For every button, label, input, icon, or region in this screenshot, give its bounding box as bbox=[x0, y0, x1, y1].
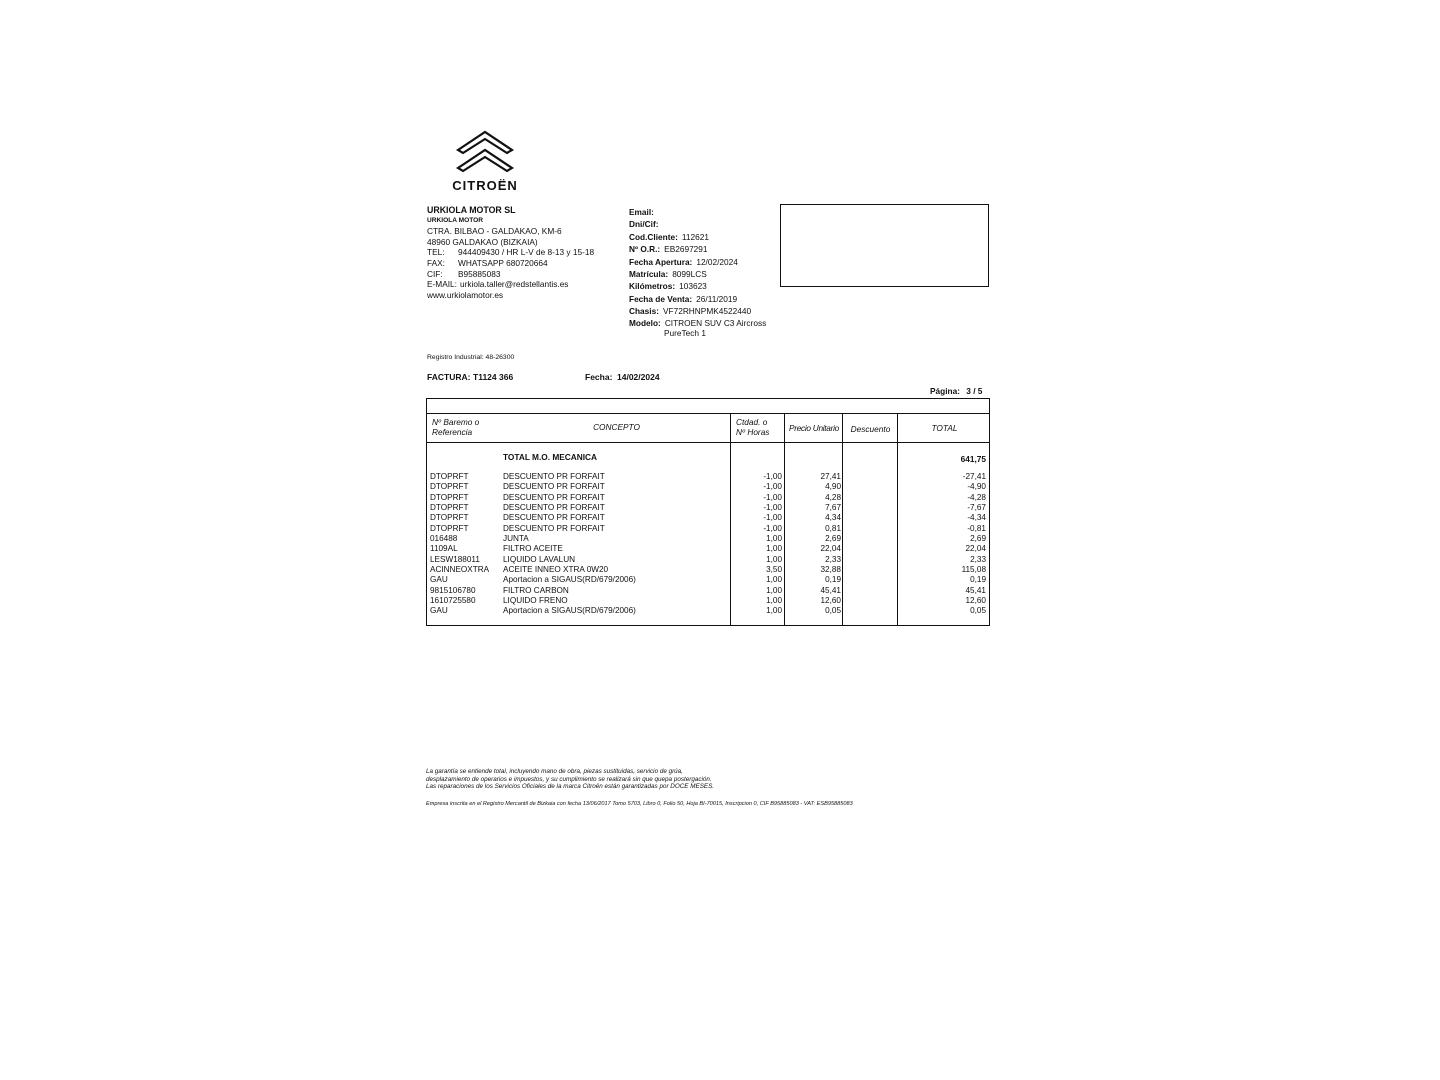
matricula-label: Matrícula: bbox=[629, 269, 669, 280]
apertura-label: Fecha Apertura: bbox=[629, 256, 693, 267]
header-ref-line2: Referencia bbox=[432, 426, 473, 437]
cell-ref: 1610725580 bbox=[430, 596, 476, 606]
company-subname: URKIOLA MOTOR bbox=[427, 216, 484, 224]
cell-qty: -1,00 bbox=[763, 503, 782, 513]
cell-concepto: LIQUIDO LAVALUN bbox=[503, 554, 576, 564]
cell-concepto: Aportacion a SIGAUS(RD/679/2006) bbox=[503, 606, 636, 616]
cell-total: 12,60 bbox=[965, 596, 986, 606]
cell-precio-unitario: 2,69 bbox=[825, 534, 841, 544]
cell-ref: DTOPRFT bbox=[430, 472, 469, 481]
modelo-value-2: PureTech 1 bbox=[664, 327, 706, 338]
chasis-value: VF72RHNPMK4522440 bbox=[662, 306, 752, 317]
table-row bbox=[427, 606, 989, 616]
cell-concepto: ACEITE INNEO XTRA 0W20 bbox=[503, 565, 609, 575]
km-value: 103623 bbox=[679, 281, 707, 292]
header-qty-line1: Ctdad. o bbox=[736, 417, 768, 427]
chasis-label: Chasis: bbox=[629, 306, 659, 317]
cell-qty: 1,00 bbox=[766, 585, 782, 595]
cell-ref: DTOPRFT bbox=[430, 503, 469, 513]
cell-total: 2,69 bbox=[970, 534, 986, 544]
email-label: Email: bbox=[629, 207, 654, 217]
cell-concepto: LIQUIDO FRENO bbox=[503, 596, 568, 606]
cell-precio-unitario: 4,28 bbox=[825, 492, 841, 502]
table-row bbox=[427, 503, 989, 513]
warranty-line-1: La garantía se entiende total, incluyendo mano de obra, piezas sustituidas, servicio de grúa, bbox=[426, 768, 683, 775]
cell-concepto: DESCUENTO PR FORFAIT bbox=[503, 523, 605, 533]
cell-total: -0,81 bbox=[967, 523, 986, 533]
header-divider bbox=[427, 442, 989, 443]
header-descuento: Descuento bbox=[850, 424, 891, 434]
invoice-header bbox=[427, 372, 727, 382]
cell-ref: 016488 bbox=[430, 534, 458, 544]
table-row bbox=[427, 482, 989, 492]
cell-qty: -1,00 bbox=[763, 523, 782, 533]
cell-qty: -1,00 bbox=[763, 513, 782, 523]
cell-qty: -1,00 bbox=[763, 492, 782, 502]
total-mo-label: TOTAL M.O. MECANICA bbox=[503, 452, 598, 462]
cell-concepto: FILTRO CARBON bbox=[503, 585, 569, 595]
cell-total: 0,19 bbox=[970, 575, 986, 585]
cif-value: B95885083 bbox=[458, 268, 501, 279]
cell-precio-unitario: 4,34 bbox=[825, 513, 841, 523]
table-top-band bbox=[427, 413, 989, 414]
cell-ref: DTOPRFT bbox=[430, 492, 469, 502]
cell-precio-unitario: 7,67 bbox=[825, 503, 841, 513]
table-body bbox=[427, 472, 989, 617]
venta-value: 26/11/2019 bbox=[696, 293, 738, 304]
cell-ref: DTOPRFT bbox=[430, 513, 469, 523]
table-row bbox=[427, 513, 989, 523]
warranty-line-2: desplazamiento de operarios e impuestos, y su cumplimiento se realizará sin que quepa postergación. bbox=[426, 775, 712, 783]
warranty-text bbox=[426, 768, 846, 791]
total-mo-value: 641,75 bbox=[960, 454, 986, 464]
company-info bbox=[427, 205, 627, 300]
cell-ref: 9815106780 bbox=[430, 585, 476, 595]
cell-precio-unitario: 45,41 bbox=[820, 585, 841, 595]
cell-total: 115,08 bbox=[961, 565, 986, 575]
cell-qty: -1,00 bbox=[763, 472, 782, 481]
table-row bbox=[427, 493, 989, 503]
cell-total: -7,67 bbox=[967, 503, 986, 513]
modelo-label: Modelo: bbox=[629, 317, 661, 328]
dni-label: Dni/Cif: bbox=[629, 219, 659, 230]
apertura-value: 12/02/2024 bbox=[696, 256, 738, 267]
cell-precio-unitario: 0,81 bbox=[825, 523, 841, 533]
registro-industrial: Registro Industrial: 48-26300 bbox=[427, 354, 515, 361]
cell-qty: 1,00 bbox=[766, 534, 782, 544]
cell-precio-unitario: 27,41 bbox=[820, 472, 841, 481]
warranty-line-3: Las reparaciones de los Servicios Oficiales de la marca Citroën están garantizadas por DOCE MESES. bbox=[426, 783, 715, 791]
cell-total: 22,04 bbox=[965, 544, 986, 554]
table-row bbox=[427, 524, 989, 534]
cell-ref: LESW188011 bbox=[430, 554, 480, 564]
cell-precio-unitario: 32,88 bbox=[820, 565, 841, 575]
header-ref bbox=[432, 418, 479, 437]
cell-qty: 1,00 bbox=[766, 575, 782, 585]
cell-qty: 1,00 bbox=[766, 554, 782, 564]
pagina-label: Página: bbox=[930, 386, 960, 396]
cell-precio-unitario: 0,05 bbox=[825, 606, 841, 616]
cell-total: -4,90 bbox=[967, 482, 986, 492]
factura-number: T1124 366 bbox=[473, 372, 514, 382]
email-value: urkiola.taller@redstellantis.es bbox=[459, 279, 569, 290]
table-row bbox=[427, 555, 989, 565]
cell-qty: 1,00 bbox=[766, 596, 782, 606]
cell-concepto: FILTRO ACEITE bbox=[503, 544, 563, 554]
invoice-table bbox=[426, 398, 990, 626]
venta-label: Fecha de Venta: bbox=[629, 293, 693, 304]
company-web: www.urkiolamotor.es bbox=[427, 289, 504, 300]
customer-address-box bbox=[780, 204, 989, 287]
cell-ref: GAU bbox=[430, 575, 448, 585]
cell-qty: -1,00 bbox=[763, 482, 782, 492]
table-row bbox=[427, 565, 989, 575]
cif-label: CIF: bbox=[427, 268, 443, 279]
cell-ref: DTOPRFT bbox=[430, 482, 469, 492]
cell-qty: 1,00 bbox=[766, 606, 782, 616]
company-name: URKIOLA MOTOR SL bbox=[427, 205, 516, 215]
cell-concepto: DESCUENTO PR FORFAIT bbox=[503, 513, 605, 523]
cell-total: -27,41 bbox=[962, 472, 986, 481]
cell-precio-unitario: 2,33 bbox=[825, 554, 841, 564]
or-value: EB2697291 bbox=[664, 244, 708, 255]
or-label: Nº O.R.: bbox=[629, 244, 661, 255]
fax-value: WHATSAPP 680720664 bbox=[458, 257, 548, 268]
matricula-value: 8099LCS bbox=[672, 269, 707, 280]
tel-label: TEL: bbox=[427, 247, 445, 258]
cell-total: -4,34 bbox=[967, 513, 986, 523]
modelo-value: CITROEN SUV C3 Aircross bbox=[664, 317, 767, 328]
cell-qty: 1,00 bbox=[766, 544, 782, 554]
cell-concepto: DESCUENTO PR FORFAIT bbox=[503, 472, 605, 481]
header-concepto: CONCEPTO bbox=[593, 422, 640, 432]
cell-qty: 3,50 bbox=[766, 565, 782, 575]
double-chevron-icon bbox=[455, 128, 515, 174]
citroen-logo bbox=[440, 128, 530, 196]
header-qty-line2: Nº Horas bbox=[736, 426, 770, 437]
factura-label: FACTURA: bbox=[427, 372, 471, 382]
table-row bbox=[427, 472, 989, 482]
cell-concepto: DESCUENTO PR FORFAIT bbox=[503, 482, 605, 492]
pagina-value: 3 / 5 bbox=[966, 386, 983, 396]
registry-note: Empresa inscrita en el Registro Mercantil de Bizkaia con fecha 13/06/2017 Tomo 5703, Libro 0, Folio 50, Hoja BI-70015, Inscripcion 0, CIF B95885083 - VAT: ESB95885083 bbox=[426, 801, 853, 807]
cliente-value: 112621 bbox=[681, 231, 709, 242]
cell-precio-unitario: 12,60 bbox=[820, 596, 841, 606]
header-ref-line1: Nº Baremo o bbox=[432, 417, 480, 427]
table-row bbox=[427, 596, 989, 606]
cell-total: 45,41 bbox=[965, 585, 986, 595]
fecha-label: Fecha: bbox=[585, 372, 613, 382]
company-address-2: 48960 GALDAKAO (BIZKAIA) bbox=[427, 236, 538, 247]
header-precio-unitario: Precio Unitario bbox=[789, 423, 839, 433]
cell-concepto: JUNTA bbox=[503, 534, 529, 544]
cell-total: 0,05 bbox=[970, 606, 986, 616]
cell-total: 2,33 bbox=[970, 554, 986, 564]
table-row bbox=[427, 586, 989, 596]
table-row bbox=[427, 544, 989, 554]
cell-concepto: DESCUENTO PR FORFAIT bbox=[503, 492, 605, 502]
tel-value: 944409430 / HR L-V de 8-13 y 15-18 bbox=[458, 247, 595, 258]
cell-ref: 1109AL bbox=[430, 544, 458, 554]
cell-ref: GAU bbox=[430, 606, 448, 616]
header-qty bbox=[736, 418, 769, 437]
table-row bbox=[427, 575, 989, 585]
table-row bbox=[427, 534, 989, 544]
cell-ref: DTOPRFT bbox=[430, 523, 469, 533]
fecha-value: 14/02/2024 bbox=[617, 372, 660, 382]
header-total: TOTAL bbox=[931, 423, 958, 433]
cell-ref: ACINNEOXTRA bbox=[430, 565, 490, 575]
cell-total: -4,28 bbox=[967, 492, 986, 502]
cell-precio-unitario: 0,19 bbox=[825, 575, 841, 585]
brand-name: CITROËN bbox=[452, 178, 518, 193]
cell-concepto: Aportacion a SIGAUS(RD/679/2006) bbox=[503, 575, 636, 585]
km-label: Kilómetros: bbox=[629, 281, 676, 292]
page-indicator bbox=[930, 386, 982, 396]
cliente-label: Cod.Cliente: bbox=[629, 231, 678, 242]
email-label: E-MAIL: bbox=[427, 279, 457, 290]
fax-label: FAX: bbox=[427, 257, 445, 268]
cell-precio-unitario: 22,04 bbox=[820, 544, 841, 554]
vehicle-info bbox=[629, 206, 779, 338]
company-address-1: CTRA. BILBAO - GALDAKAO, KM-6 bbox=[427, 226, 562, 237]
cell-precio-unitario: 4,90 bbox=[825, 482, 841, 492]
cell-concepto: DESCUENTO PR FORFAIT bbox=[503, 503, 605, 513]
